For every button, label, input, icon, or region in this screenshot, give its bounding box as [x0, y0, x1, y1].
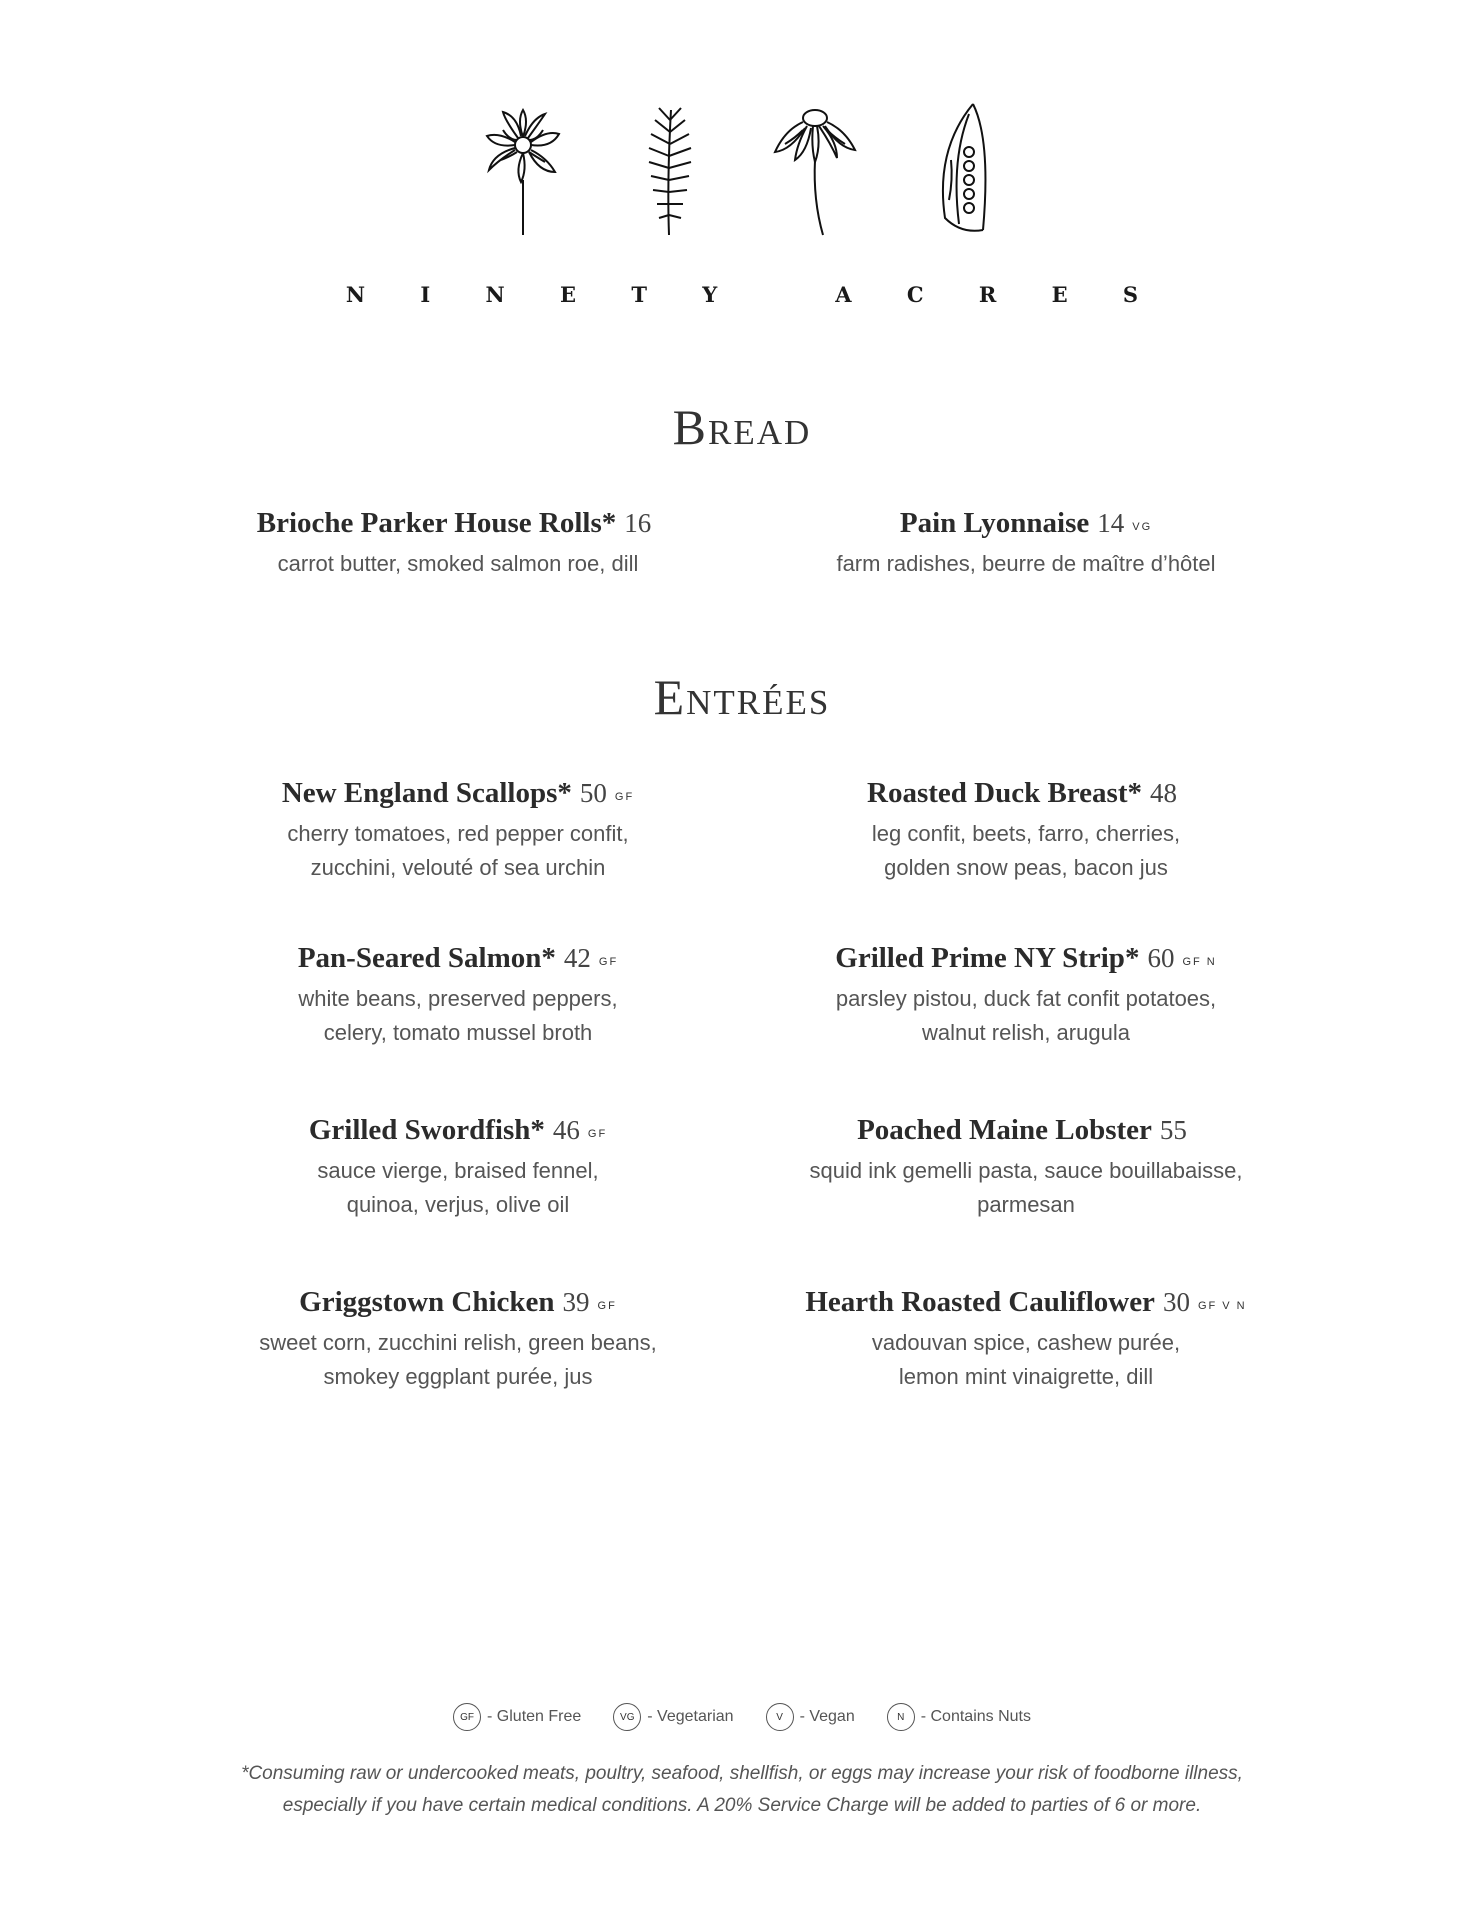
item-price: 46	[552, 1115, 580, 1145]
item-price: 39	[562, 1287, 590, 1317]
menu-item	[178, 504, 738, 580]
menu-item	[746, 504, 1306, 580]
item-description: vadouvan spice, cashew purée,	[871, 1330, 1181, 1355]
menu-item	[178, 774, 738, 884]
legend-label: - Vegan	[799, 1708, 855, 1725]
gluten-free-badge-icon: GF	[453, 1703, 481, 1731]
item-price: 55	[1159, 1115, 1187, 1145]
menu-item	[746, 1283, 1306, 1393]
item-name: Pan-Seared Salmon*	[297, 942, 556, 974]
item-description: squid ink gemelli pasta, sauce bouillabaisse,	[809, 1158, 1243, 1183]
botanical-illustrations	[0, 100, 1484, 245]
section-title-entrees: Entrées	[653, 669, 831, 725]
item-description: sweet corn, zucchini relish, green beans,	[259, 1330, 657, 1355]
legend-label: - Vegetarian	[647, 1708, 734, 1725]
item-name-line	[178, 774, 738, 816]
vegan-badge-icon: V	[766, 1703, 794, 1731]
section-title-bread: Bread	[672, 399, 812, 455]
disclaimer-line: especially if you have certain medical conditions. A 20% Service Charge will be added to parties of 6 or more.	[282, 1795, 1202, 1816]
item-name: Poached Maine Lobster	[857, 1114, 1152, 1146]
item-dietary-tags: GF N	[1182, 956, 1217, 968]
item-name-line	[178, 1111, 738, 1153]
pea-pod-icon	[911, 100, 1011, 240]
item-description: carrot butter, smoked salmon roe, dill	[277, 551, 639, 576]
item-description: celery, tomato mussel broth	[323, 1020, 593, 1045]
item-dietary-tags: GF V N	[1197, 1300, 1247, 1312]
item-name-line	[746, 774, 1306, 816]
item-name: Roasted Duck Breast*	[867, 777, 1142, 809]
legend-entry-contains-nuts	[887, 1703, 1031, 1731]
disclaimer-line: *Consuming raw or undercooked meats, poultry, seafood, shellfish, or eggs may increase your risk of foodborne illness,	[241, 1763, 1243, 1784]
item-name-line	[178, 504, 738, 546]
item-description: smokey eggplant purée, jus	[323, 1364, 593, 1389]
food-safety-disclaimer	[0, 1758, 1484, 1822]
item-description: lemon mint vinaigrette, dill	[898, 1364, 1154, 1389]
menu-item	[746, 774, 1306, 884]
item-name: Griggstown Chicken	[299, 1286, 555, 1318]
menu-item	[746, 1111, 1306, 1221]
item-name: Grilled Swordfish*	[308, 1114, 545, 1146]
item-dietary-tags: GF	[598, 956, 619, 968]
item-price: 30	[1162, 1287, 1190, 1317]
menu-item	[178, 1111, 738, 1221]
restaurant-brand: N I N E T Y A C R E S	[345, 282, 1163, 307]
item-dietary-tags: GF	[614, 791, 635, 803]
item-name: Grilled Prime NY Strip*	[835, 942, 1140, 974]
item-description: parsley pistou, duck fat confit potatoes,	[835, 986, 1217, 1011]
item-price: 60	[1147, 943, 1175, 973]
item-price: 16	[624, 508, 652, 538]
item-description: zucchini, velouté of sea urchin	[310, 855, 606, 880]
item-description: walnut relish, arugula	[922, 1020, 1130, 1045]
item-name: Brioche Parker House Rolls*	[256, 507, 617, 539]
menu-item	[746, 939, 1306, 1049]
item-dietary-tags: GF	[587, 1128, 608, 1140]
item-name-line	[746, 1283, 1306, 1325]
legend-entry-gluten-free	[453, 1703, 581, 1731]
legend-entry-vegan	[766, 1703, 855, 1731]
item-price: 50	[579, 778, 607, 808]
item-name: Pain Lyonnaise	[899, 507, 1090, 539]
item-dietary-tags: VG	[1132, 521, 1153, 533]
chamomile-flower-icon	[765, 100, 865, 240]
dahlia-flower-icon	[473, 100, 573, 240]
item-name: New England Scallops*	[281, 777, 572, 809]
item-name: Hearth Roasted Cauliflower	[805, 1286, 1155, 1318]
item-description: quinoa, verjus, olive oil	[346, 1192, 570, 1217]
item-dietary-tags: GF	[597, 1300, 617, 1312]
legend-entry-vegetarian	[613, 1703, 733, 1731]
item-description: sauce vierge, braised fennel,	[317, 1158, 599, 1183]
dietary-legend	[0, 1703, 1484, 1731]
rosemary-sprig-icon	[619, 100, 719, 240]
item-name-line	[746, 1111, 1306, 1153]
item-name-line	[746, 939, 1306, 981]
item-price: 48	[1149, 778, 1177, 808]
vegetarian-badge-icon: VG	[613, 1703, 641, 1731]
menu-item	[178, 939, 738, 1049]
item-description: leg confit, beets, farro, cherries,	[871, 821, 1181, 846]
menu-item	[178, 1283, 738, 1393]
legend-label: - Gluten Free	[487, 1708, 582, 1725]
item-price: 14	[1097, 508, 1125, 538]
item-description: white beans, preserved peppers,	[298, 986, 618, 1011]
item-description: farm radishes, beurre de maître d’hôtel	[836, 551, 1216, 576]
item-description: golden snow peas, bacon jus	[884, 855, 1168, 880]
item-price: 42	[563, 943, 591, 973]
item-name-line	[746, 504, 1306, 546]
legend-label: - Contains Nuts	[920, 1708, 1031, 1725]
item-name-line	[178, 1283, 738, 1325]
item-description: cherry tomatoes, red pepper confit,	[287, 821, 629, 846]
item-name-line	[178, 939, 738, 981]
item-description: parmesan	[977, 1192, 1075, 1217]
nuts-badge-icon: N	[887, 1703, 915, 1731]
